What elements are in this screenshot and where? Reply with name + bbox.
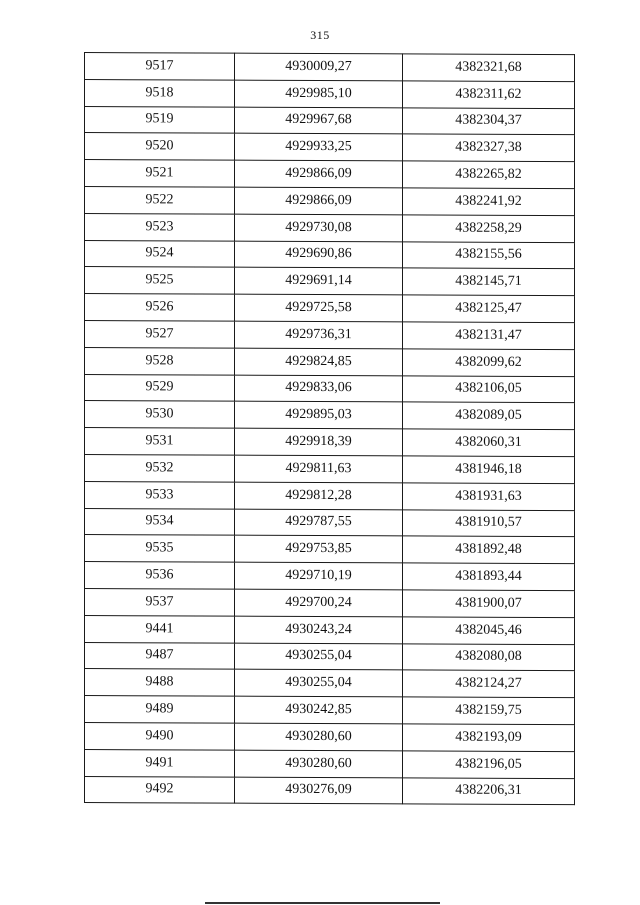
point-number-cell: 9517 <box>85 53 235 80</box>
table-row <box>85 267 575 296</box>
table-row <box>85 186 575 215</box>
x-coordinate-cell: 4929725,58 <box>235 294 403 322</box>
point-number-cell: 9520 <box>85 133 235 160</box>
point-number-cell: 9519 <box>85 106 235 133</box>
coordinates-table-body <box>85 53 575 805</box>
point-number-cell: 9532 <box>85 454 235 481</box>
table-row <box>85 294 575 323</box>
point-number-cell: 9487 <box>85 642 235 669</box>
table-row <box>85 347 575 376</box>
y-coordinate-cell: 4382099,62 <box>403 349 575 377</box>
x-coordinate-cell: 4929895,03 <box>235 402 403 430</box>
y-coordinate-cell: 4382265,82 <box>403 161 575 189</box>
x-coordinate-cell: 4929730,08 <box>235 214 403 242</box>
y-coordinate-cell: 4381931,63 <box>403 483 575 511</box>
table-row <box>85 106 575 135</box>
y-coordinate-cell: 4381893,44 <box>403 563 575 591</box>
table-row <box>85 588 575 617</box>
y-coordinate-cell: 4381900,07 <box>403 590 575 618</box>
x-coordinate-cell: 4929811,63 <box>235 455 403 483</box>
point-number-cell: 9534 <box>85 508 235 535</box>
x-coordinate-cell: 4929824,85 <box>235 348 403 376</box>
table-row <box>85 722 575 751</box>
point-number-cell: 9536 <box>85 562 235 589</box>
table-row <box>85 160 575 189</box>
point-number-cell: 9525 <box>85 267 235 294</box>
y-coordinate-cell: 4382241,92 <box>403 188 575 216</box>
point-number-cell: 9537 <box>85 588 235 615</box>
coordinates-table <box>84 52 575 805</box>
coordinates-table-container <box>84 52 575 805</box>
y-coordinate-cell: 4382155,56 <box>403 241 575 269</box>
table-row <box>85 213 575 242</box>
point-number-cell: 9488 <box>85 669 235 696</box>
point-number-cell: 9524 <box>85 240 235 267</box>
point-number-cell: 9533 <box>85 481 235 508</box>
point-number-cell: 9518 <box>85 79 235 106</box>
x-coordinate-cell: 4929967,68 <box>235 107 403 135</box>
point-number-cell: 9527 <box>85 320 235 347</box>
x-coordinate-cell: 4930280,60 <box>235 723 403 751</box>
y-coordinate-cell: 4382311,62 <box>403 81 575 109</box>
table-row <box>85 428 575 457</box>
y-coordinate-cell: 4382258,29 <box>403 215 575 243</box>
table-row <box>85 669 575 698</box>
y-coordinate-cell: 4381892,48 <box>403 536 575 564</box>
x-coordinate-cell: 4929700,24 <box>235 589 403 617</box>
x-coordinate-cell: 4929736,31 <box>235 321 403 349</box>
point-number-cell: 9521 <box>85 160 235 187</box>
y-coordinate-cell: 4381946,18 <box>403 456 575 484</box>
table-row <box>85 374 575 403</box>
table-row <box>85 401 575 430</box>
y-coordinate-cell: 4382045,46 <box>403 617 575 645</box>
x-coordinate-cell: 4930255,04 <box>235 669 403 697</box>
y-coordinate-cell: 4382304,37 <box>403 107 575 135</box>
y-coordinate-cell: 4382080,08 <box>403 643 575 671</box>
table-row <box>85 320 575 349</box>
x-coordinate-cell: 4929918,39 <box>235 428 403 456</box>
x-coordinate-cell: 4929866,09 <box>235 160 403 188</box>
y-coordinate-cell: 4382106,05 <box>403 375 575 403</box>
table-row <box>85 133 575 162</box>
y-coordinate-cell: 4382193,09 <box>403 724 575 752</box>
y-coordinate-cell: 4382131,47 <box>403 322 575 350</box>
point-number-cell: 9441 <box>85 615 235 642</box>
point-number-cell: 9522 <box>85 186 235 213</box>
table-row <box>85 508 575 537</box>
table-row <box>85 535 575 564</box>
x-coordinate-cell: 4930242,85 <box>235 696 403 724</box>
y-coordinate-cell: 4382327,38 <box>403 134 575 162</box>
x-coordinate-cell: 4929691,14 <box>235 268 403 296</box>
x-coordinate-cell: 4929812,28 <box>235 482 403 510</box>
point-number-cell: 9489 <box>85 696 235 723</box>
page-number: 315 <box>310 28 330 42</box>
y-coordinate-cell: 4382159,75 <box>403 697 575 725</box>
point-number-cell: 9535 <box>85 535 235 562</box>
y-coordinate-cell: 4382196,05 <box>403 751 575 779</box>
x-coordinate-cell: 4930009,27 <box>235 53 403 81</box>
table-row <box>85 53 575 82</box>
table-row <box>85 481 575 510</box>
x-coordinate-cell: 4929833,06 <box>235 375 403 403</box>
table-row <box>85 776 575 805</box>
point-number-cell: 9492 <box>85 776 235 803</box>
point-number-cell: 9491 <box>85 749 235 776</box>
x-coordinate-cell: 4930255,04 <box>235 643 403 671</box>
y-coordinate-cell: 4382321,68 <box>403 54 575 82</box>
point-number-cell: 9530 <box>85 401 235 428</box>
point-number-cell: 9528 <box>85 347 235 374</box>
table-row <box>85 454 575 483</box>
x-coordinate-cell: 4929710,19 <box>235 562 403 590</box>
y-coordinate-cell: 4382145,71 <box>403 268 575 296</box>
y-coordinate-cell: 4382206,31 <box>403 777 575 805</box>
x-coordinate-cell: 4930280,60 <box>235 750 403 778</box>
point-number-cell: 9526 <box>85 294 235 321</box>
table-row <box>85 749 575 778</box>
y-coordinate-cell: 4382124,27 <box>403 670 575 698</box>
x-coordinate-cell: 4929690,86 <box>235 241 403 269</box>
x-coordinate-cell: 4930276,09 <box>235 777 403 805</box>
y-coordinate-cell: 4382089,05 <box>403 402 575 430</box>
x-coordinate-cell: 4930243,24 <box>235 616 403 644</box>
table-row <box>85 696 575 725</box>
x-coordinate-cell: 4929985,10 <box>235 80 403 108</box>
y-coordinate-cell: 4382125,47 <box>403 295 575 323</box>
scan-edge-line <box>205 902 440 904</box>
point-number-cell: 9490 <box>85 722 235 749</box>
point-number-cell: 9531 <box>85 428 235 455</box>
y-coordinate-cell: 4381910,57 <box>403 509 575 537</box>
table-row <box>85 79 575 108</box>
x-coordinate-cell: 4929933,25 <box>235 134 403 162</box>
table-row <box>85 642 575 671</box>
point-number-cell: 9529 <box>85 374 235 401</box>
table-row <box>85 562 575 591</box>
table-row <box>85 615 575 644</box>
table-row <box>85 240 575 269</box>
x-coordinate-cell: 4929787,55 <box>235 509 403 537</box>
x-coordinate-cell: 4929866,09 <box>235 187 403 215</box>
x-coordinate-cell: 4929753,85 <box>235 536 403 564</box>
y-coordinate-cell: 4382060,31 <box>403 429 575 457</box>
point-number-cell: 9523 <box>85 213 235 240</box>
